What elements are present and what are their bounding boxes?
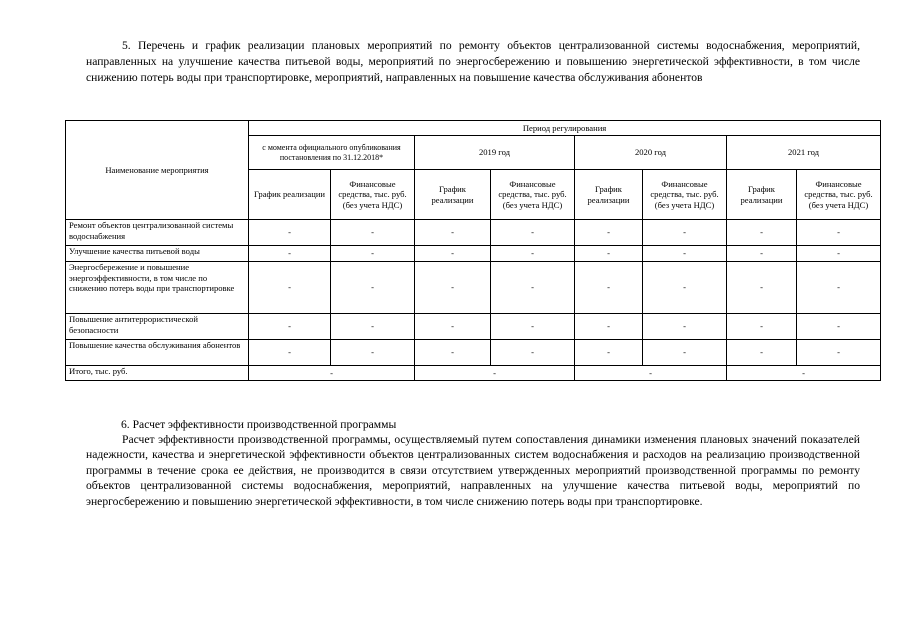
subheader-funds: Финансовые средства, тыс. руб. (без учета НДС) xyxy=(797,170,881,220)
row-value: - xyxy=(797,314,881,340)
period-header: с момента официального опубликования постановления по 31.12.2018* xyxy=(249,136,415,170)
table-row xyxy=(66,246,881,262)
row-value: - xyxy=(249,314,331,340)
row-value: - xyxy=(727,262,797,314)
row-value: - xyxy=(249,340,331,366)
row-value: - xyxy=(575,340,643,366)
total-value: - xyxy=(249,366,415,381)
row-value: - xyxy=(727,340,797,366)
row-value: - xyxy=(491,340,575,366)
total-value: - xyxy=(727,366,881,381)
row-value: - xyxy=(415,246,491,262)
section-6-paragraph: Расчет эффективности производственной программы, осуществляемый путем сопоставления динамики изменения плановых значений показателей надежности, качества и энергетической эффективности объектов централизованных систем водоснабжения и расходов на реализацию производственной программы в течение срока ее действия, не производится в связи отсутствием утвержденных мероприятий производственной программы по ремонту объектов централизованной системы водоснабжения, мероприятий, направленных на улучшение качества питьевой воды, мероприятий по энергосбережению и повышению энергетической эффективности, в том числе снижению потерь воды при транспортировке. xyxy=(86,433,860,508)
subheader-schedule: График реализации xyxy=(415,170,491,220)
row-value: - xyxy=(643,262,727,314)
subheader-schedule: График реализации xyxy=(249,170,331,220)
row-value: - xyxy=(491,246,575,262)
row-value: - xyxy=(643,314,727,340)
period-header: 2021 год xyxy=(727,136,881,170)
row-value: - xyxy=(249,262,331,314)
row-name: Улучшение качества питьевой воды xyxy=(66,246,249,262)
row-value: - xyxy=(575,262,643,314)
total-value: - xyxy=(575,366,727,381)
row-value: - xyxy=(643,340,727,366)
subheader-schedule: График реализации xyxy=(727,170,797,220)
subheader-funds: Финансовые средства, тыс. руб. (без учета НДС) xyxy=(491,170,575,220)
row-name: Повышение антитеррористической безопасности xyxy=(66,314,249,340)
plan-table xyxy=(65,120,881,381)
column-header-name: Наименование мероприятия xyxy=(66,121,249,220)
row-name: Энергосбережение и повышение энергоэффективности, в том числе по снижению потерь воды при транспортировке xyxy=(66,262,249,314)
table-row xyxy=(66,314,881,340)
row-value: - xyxy=(331,246,415,262)
row-value: - xyxy=(491,314,575,340)
row-value: - xyxy=(415,220,491,246)
row-value: - xyxy=(797,220,881,246)
row-value: - xyxy=(331,340,415,366)
row-value: - xyxy=(575,314,643,340)
row-value: - xyxy=(797,340,881,366)
subheader-schedule: График реализации xyxy=(575,170,643,220)
total-value: - xyxy=(415,366,575,381)
row-value: - xyxy=(727,314,797,340)
row-value: - xyxy=(415,262,491,314)
row-value: - xyxy=(727,220,797,246)
row-value: - xyxy=(249,246,331,262)
row-value: - xyxy=(331,314,415,340)
row-name: Повышение качества обслуживания абонентов xyxy=(66,340,249,366)
row-value: - xyxy=(575,220,643,246)
row-name: Ремонт объектов централизованной системы водоснабжения xyxy=(66,220,249,246)
section-6-heading: 6. Расчет эффективности производственной программы xyxy=(121,418,397,431)
row-value: - xyxy=(415,340,491,366)
table-row xyxy=(66,262,881,314)
row-value: - xyxy=(331,262,415,314)
table-row xyxy=(66,340,881,366)
table-row xyxy=(66,220,881,246)
period-header: 2019 год xyxy=(415,136,575,170)
row-value: - xyxy=(797,246,881,262)
row-value: - xyxy=(727,246,797,262)
row-value: - xyxy=(249,220,331,246)
period-header: 2020 год xyxy=(575,136,727,170)
row-value: - xyxy=(491,262,575,314)
section-5-heading: 5. Перечень и график реализации плановых мероприятий по ремонту объектов централизованной системы водоснабжения, мероприятий, направленных на улучшение качества питьевой воды, мероприятий по энергосбережению и повышению энергетической эффективности, в том числе снижению потерь воды при транспортировке, мероприятий, направленных на повышение качества обслуживания абонентов xyxy=(86,39,860,84)
row-value: - xyxy=(575,246,643,262)
row-value: - xyxy=(797,262,881,314)
total-label: Итого, тыс. руб. xyxy=(66,366,249,381)
row-value: - xyxy=(331,220,415,246)
subheader-funds: Финансовые средства, тыс. руб. (без учета НДС) xyxy=(643,170,727,220)
row-value: - xyxy=(415,314,491,340)
row-value: - xyxy=(491,220,575,246)
column-header-period: Период регулирования xyxy=(249,121,881,136)
row-value: - xyxy=(643,246,727,262)
subheader-funds: Финансовые средства, тыс. руб. (без учета НДС) xyxy=(331,170,415,220)
row-value: - xyxy=(643,220,727,246)
